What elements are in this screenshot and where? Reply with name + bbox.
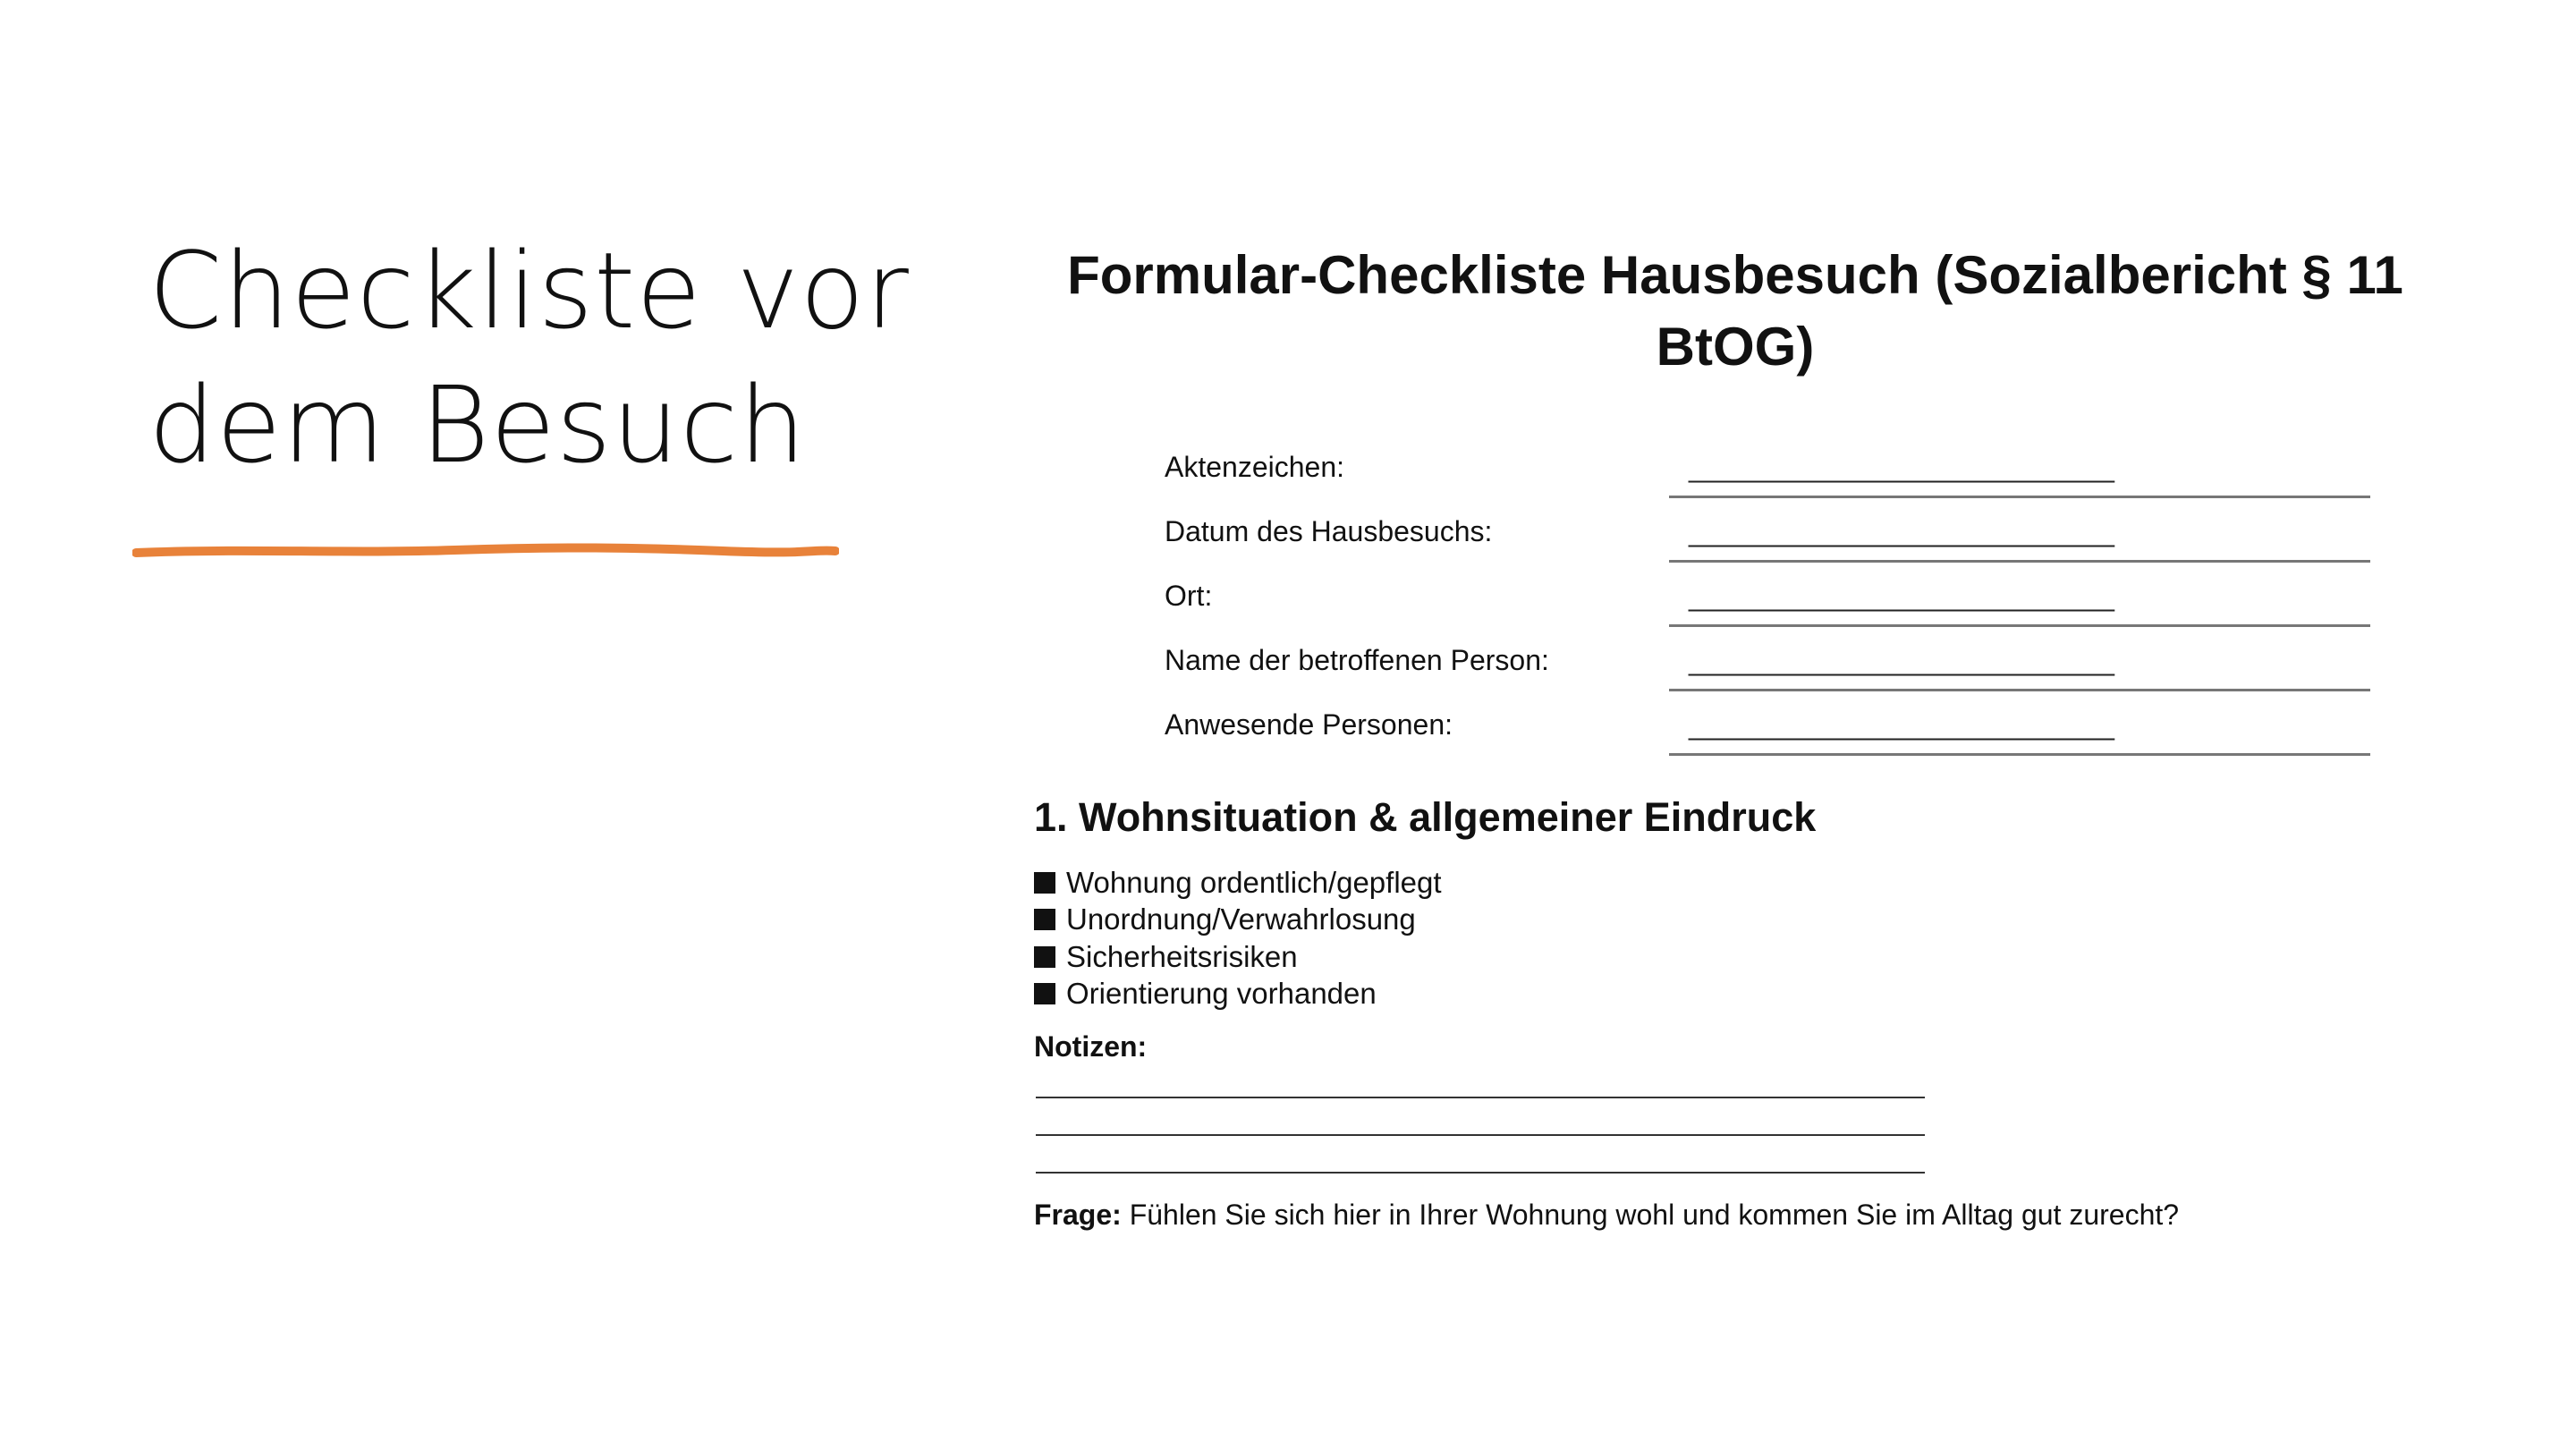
checkbox-label: Wohnung ordentlich/gepflegt bbox=[1066, 865, 1442, 899]
field-underline bbox=[1669, 753, 2370, 756]
field-blank[interactable]: ______________________________ bbox=[1689, 708, 2113, 741]
question-text: Fühlen Sie sich hier in Ihrer Wohnung wohl und kommen Sie im Alltag gut zurecht? bbox=[1121, 1199, 2180, 1231]
notes-label: Notizen: bbox=[1034, 1030, 1148, 1063]
checkbox-item[interactable] bbox=[1034, 864, 1442, 902]
field-blank[interactable]: ______________________________ bbox=[1689, 451, 2113, 483]
checkbox-square-icon[interactable] bbox=[1034, 872, 1055, 894]
slide-title bbox=[148, 224, 953, 492]
field-underline bbox=[1669, 560, 2370, 563]
field-label: Datum des Hausbesuchs: bbox=[1165, 515, 1493, 547]
notes-line[interactable] bbox=[1036, 1097, 1925, 1098]
checkbox-label: Unordnung/Verwahrlosung bbox=[1066, 902, 1416, 936]
question-row bbox=[1034, 1197, 2179, 1233]
field-underline bbox=[1669, 496, 2370, 498]
field-underline bbox=[1669, 689, 2370, 691]
field-blank[interactable]: ______________________________ bbox=[1689, 580, 2113, 612]
checkbox-square-icon[interactable] bbox=[1034, 983, 1055, 1004]
form-field-ort bbox=[1165, 578, 2372, 642]
question-label: Frage: bbox=[1034, 1199, 1122, 1231]
checkbox-item[interactable] bbox=[1034, 938, 1442, 976]
field-label: Name der betroffenen Person: bbox=[1165, 644, 1549, 676]
checkbox-label: Sicherheitsrisiken bbox=[1066, 939, 1298, 973]
checkbox-item[interactable] bbox=[1034, 976, 1442, 1013]
field-underline bbox=[1669, 624, 2370, 627]
slide-title-line-2: dem Besuch bbox=[148, 363, 807, 487]
notes-line[interactable] bbox=[1036, 1134, 1925, 1136]
field-label: Ort: bbox=[1165, 580, 1213, 612]
form-field-name bbox=[1165, 642, 2372, 707]
section-heading: 1. Wohnsituation & allgemeiner Eindruck bbox=[1034, 794, 1817, 840]
accent-brush-stroke bbox=[136, 547, 835, 553]
checkbox-item[interactable] bbox=[1034, 902, 1442, 939]
field-blank[interactable]: ______________________________ bbox=[1689, 515, 2113, 547]
form-title: Formular-Checkliste Hausbesuch (Sozialbericht § 11 BtOG) bbox=[1067, 245, 2403, 377]
accent-underline bbox=[132, 540, 839, 562]
form-field-aktenzeichen bbox=[1165, 449, 2372, 513]
checkbox-list bbox=[1034, 864, 1442, 1013]
checkbox-square-icon[interactable] bbox=[1034, 946, 1055, 968]
form-field-anwesende bbox=[1165, 707, 2372, 771]
slide-title-line-1: Checkliste vor bbox=[148, 229, 910, 352]
checkbox-square-icon[interactable] bbox=[1034, 909, 1055, 930]
field-label: Anwesende Personen: bbox=[1165, 708, 1453, 741]
field-blank[interactable]: ______________________________ bbox=[1689, 644, 2113, 676]
checkbox-label: Orientierung vorhanden bbox=[1066, 977, 1377, 1011]
form-field-datum bbox=[1165, 513, 2372, 578]
notes-line[interactable] bbox=[1036, 1172, 1925, 1174]
field-label: Aktenzeichen: bbox=[1165, 451, 1345, 483]
